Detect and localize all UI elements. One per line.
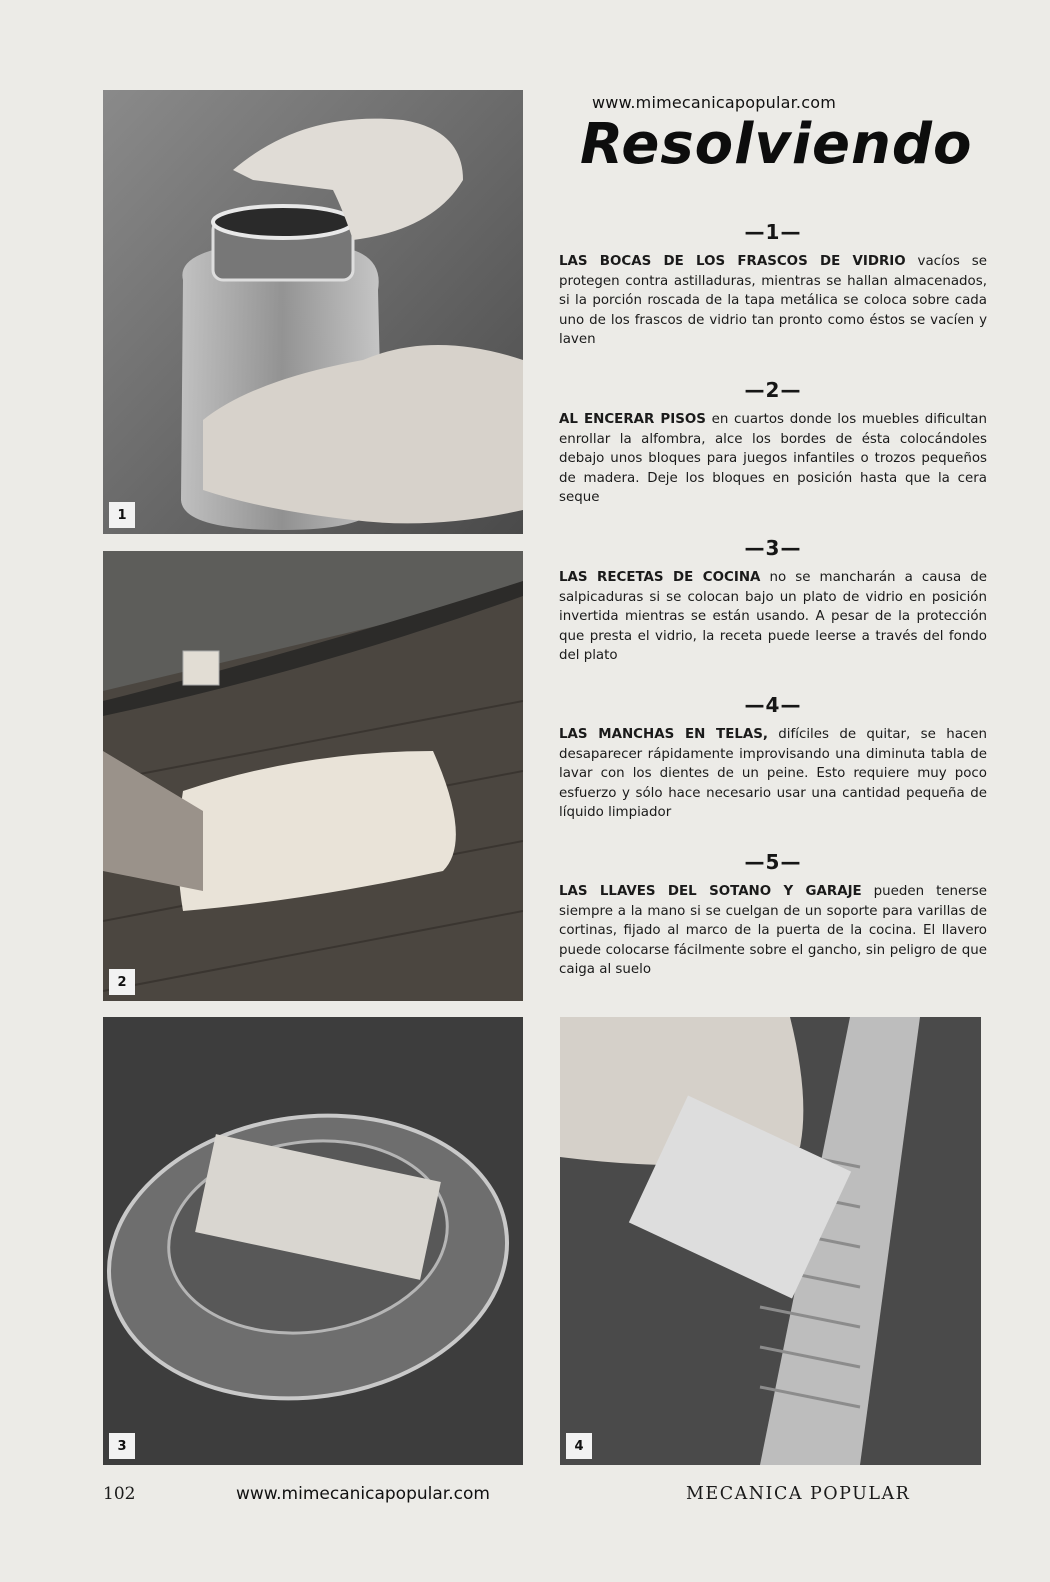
rug-illustration xyxy=(103,551,523,1001)
photo-glass-plate xyxy=(103,1017,523,1465)
comb-illustration xyxy=(560,1017,981,1465)
tip-text xyxy=(559,882,987,980)
tip-number: —5— xyxy=(744,850,802,874)
tip-text xyxy=(559,252,987,350)
tip-number: —4— xyxy=(744,693,802,717)
tip-lead: LAS LLAVES DEL SOTANO Y GARAJE xyxy=(559,884,862,899)
photo-number-badge: 3 xyxy=(109,1433,135,1459)
magazine-name: MECANICA POPULAR xyxy=(686,1484,911,1504)
tip-lead: LAS BOCAS DE LOS FRASCOS DE VIDRIO xyxy=(559,254,906,269)
tip-text xyxy=(559,410,987,508)
tip-lead: LAS MANCHAS EN TELAS, xyxy=(559,727,768,742)
tip-lead: AL ENCERAR PISOS xyxy=(559,412,706,427)
tip-body: no se mancharán a causa de salpicaduras si se colocan bajo un plato de vidrio en posición invertida mientras se están usando. A pesar de la protección que presta el vidrio, la receta puede leerse a través del fondo del plato xyxy=(559,570,987,663)
tip-body: vacíos se protegen contra astilladuras, mientras se hallan almacenados, si la porción roscada de la tapa metálica se coloca sobre cada uno de los frascos de vidrio tan pronto como éstos se vacíen y laven xyxy=(559,254,987,347)
photo-jar xyxy=(103,90,523,534)
tip-number: —1— xyxy=(744,220,802,244)
photo-number-badge: 1 xyxy=(109,502,135,528)
tip-item-4 xyxy=(559,693,987,823)
tip-text xyxy=(559,725,987,823)
header-website: www.mimecanicapopular.com xyxy=(592,93,836,112)
photo-comb-cloth xyxy=(560,1017,981,1465)
tip-item-3 xyxy=(559,536,987,666)
jar-illustration xyxy=(103,90,523,534)
tip-item-5 xyxy=(559,850,987,980)
tip-lead: LAS RECETAS DE COCINA xyxy=(559,570,761,585)
photo-number-badge: 4 xyxy=(566,1433,592,1459)
tip-body: difíciles de quitar, se hacen desaparecer rápidamente improvisando una diminuta tabla de lavar con los dientes de un peine. Esto requiere muy poco esfuerzo y sólo hace necesario usar una cantidad pequeña de líquido limpiador xyxy=(559,727,987,820)
article-title: Resolviendo xyxy=(580,112,973,177)
photo-number-badge: 2 xyxy=(109,969,135,995)
tip-number: —3— xyxy=(744,536,802,560)
tip-item-2 xyxy=(559,378,987,508)
tip-number: —2— xyxy=(744,378,802,402)
footer-website: www.mimecanicapopular.com xyxy=(236,1484,490,1504)
tip-item-1 xyxy=(559,220,987,350)
tip-body: pueden tenerse siempre a la mano si se cuelgan de un soporte para varillas de cortinas, fijado al marco de la puerta de la cocina. El llavero puede colocarse fácilmente sobre el gancho, sin peligro de que caiga al suelo xyxy=(559,884,988,977)
page-number: 102 xyxy=(103,1484,136,1504)
plate-illustration xyxy=(103,1017,523,1465)
tip-text xyxy=(559,568,987,666)
tip-body: en cuartos donde los muebles dificultan enrollar la alfombra, alce los bordes de ésta colocándoles debajo unos bloques para juegos infantiles o trozos pequeños de madera. Deje los bloques en posición hasta que la cera seque xyxy=(559,412,987,505)
photo-rug-block xyxy=(103,551,523,1001)
